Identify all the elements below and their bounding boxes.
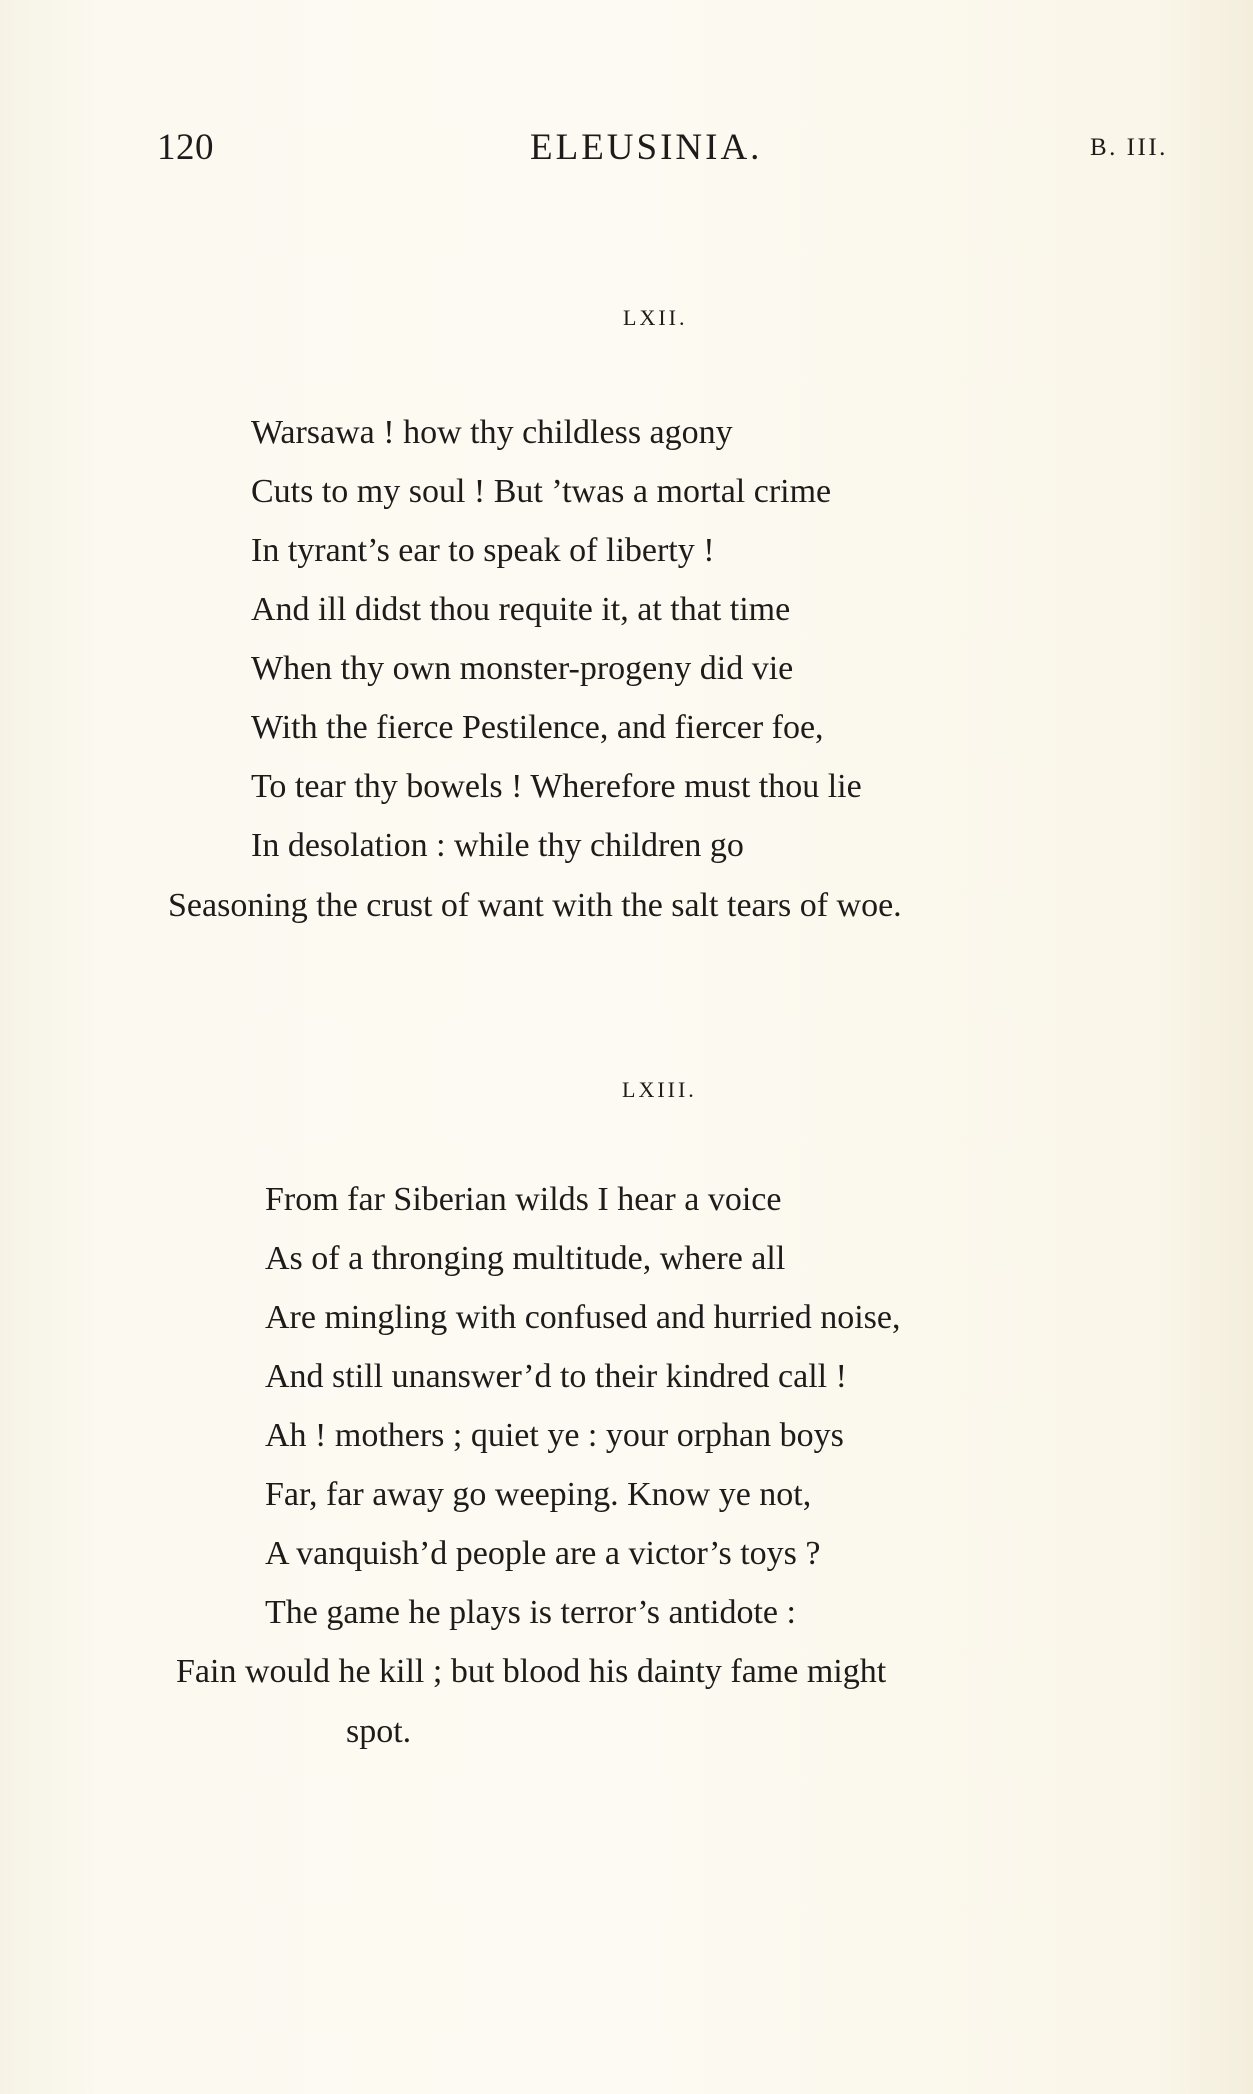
- verse-line: In tyrant’s ear to speak of liberty !: [251, 532, 715, 569]
- verse-line: Far, far away go weeping. Know ye not,: [265, 1476, 812, 1513]
- book-marker: B. III.: [1090, 134, 1168, 161]
- page-number: 120: [157, 127, 214, 168]
- verse-line: spot.: [346, 1713, 412, 1750]
- verse-line: Warsawa ! how thy childless agony: [251, 414, 733, 451]
- verse-line: In desolation : while thy children go: [251, 827, 744, 864]
- verse-line: When thy own monster-progeny did vie: [251, 650, 794, 687]
- verse-line: And ill didst thou requite it, at that time: [251, 591, 791, 628]
- verse-line: Are mingling with confused and hurried noise,: [265, 1299, 901, 1336]
- verse-line: Ah ! mothers ; quiet ye : your orphan boys: [265, 1417, 844, 1454]
- verse-line: From far Siberian wilds I hear a voice: [265, 1181, 782, 1218]
- running-title: ELEUSINIA.: [530, 127, 763, 168]
- verse-line: To tear thy bowels ! Wherefore must thou lie: [251, 768, 862, 805]
- verse-line: Fain would he kill ; but blood his dainty fame might: [176, 1653, 887, 1690]
- verse-line: Cuts to my soul ! But ’twas a mortal crime: [251, 473, 832, 510]
- verse-line: The game he plays is terror’s antidote :: [265, 1594, 796, 1631]
- verse-line: A vanquish’d people are a victor’s toys ?: [265, 1535, 821, 1572]
- verse-line: With the fierce Pestilence, and fiercer foe,: [251, 709, 824, 746]
- verse-line: And still unanswer’d to their kindred call !: [265, 1358, 847, 1395]
- verse-line: Seasoning the crust of want with the salt tears of woe.: [168, 887, 902, 924]
- stanza-number: LXIII.: [622, 1077, 697, 1102]
- verse-line: As of a thronging multitude, where all: [265, 1240, 786, 1277]
- stanza-number: LXII.: [623, 305, 688, 330]
